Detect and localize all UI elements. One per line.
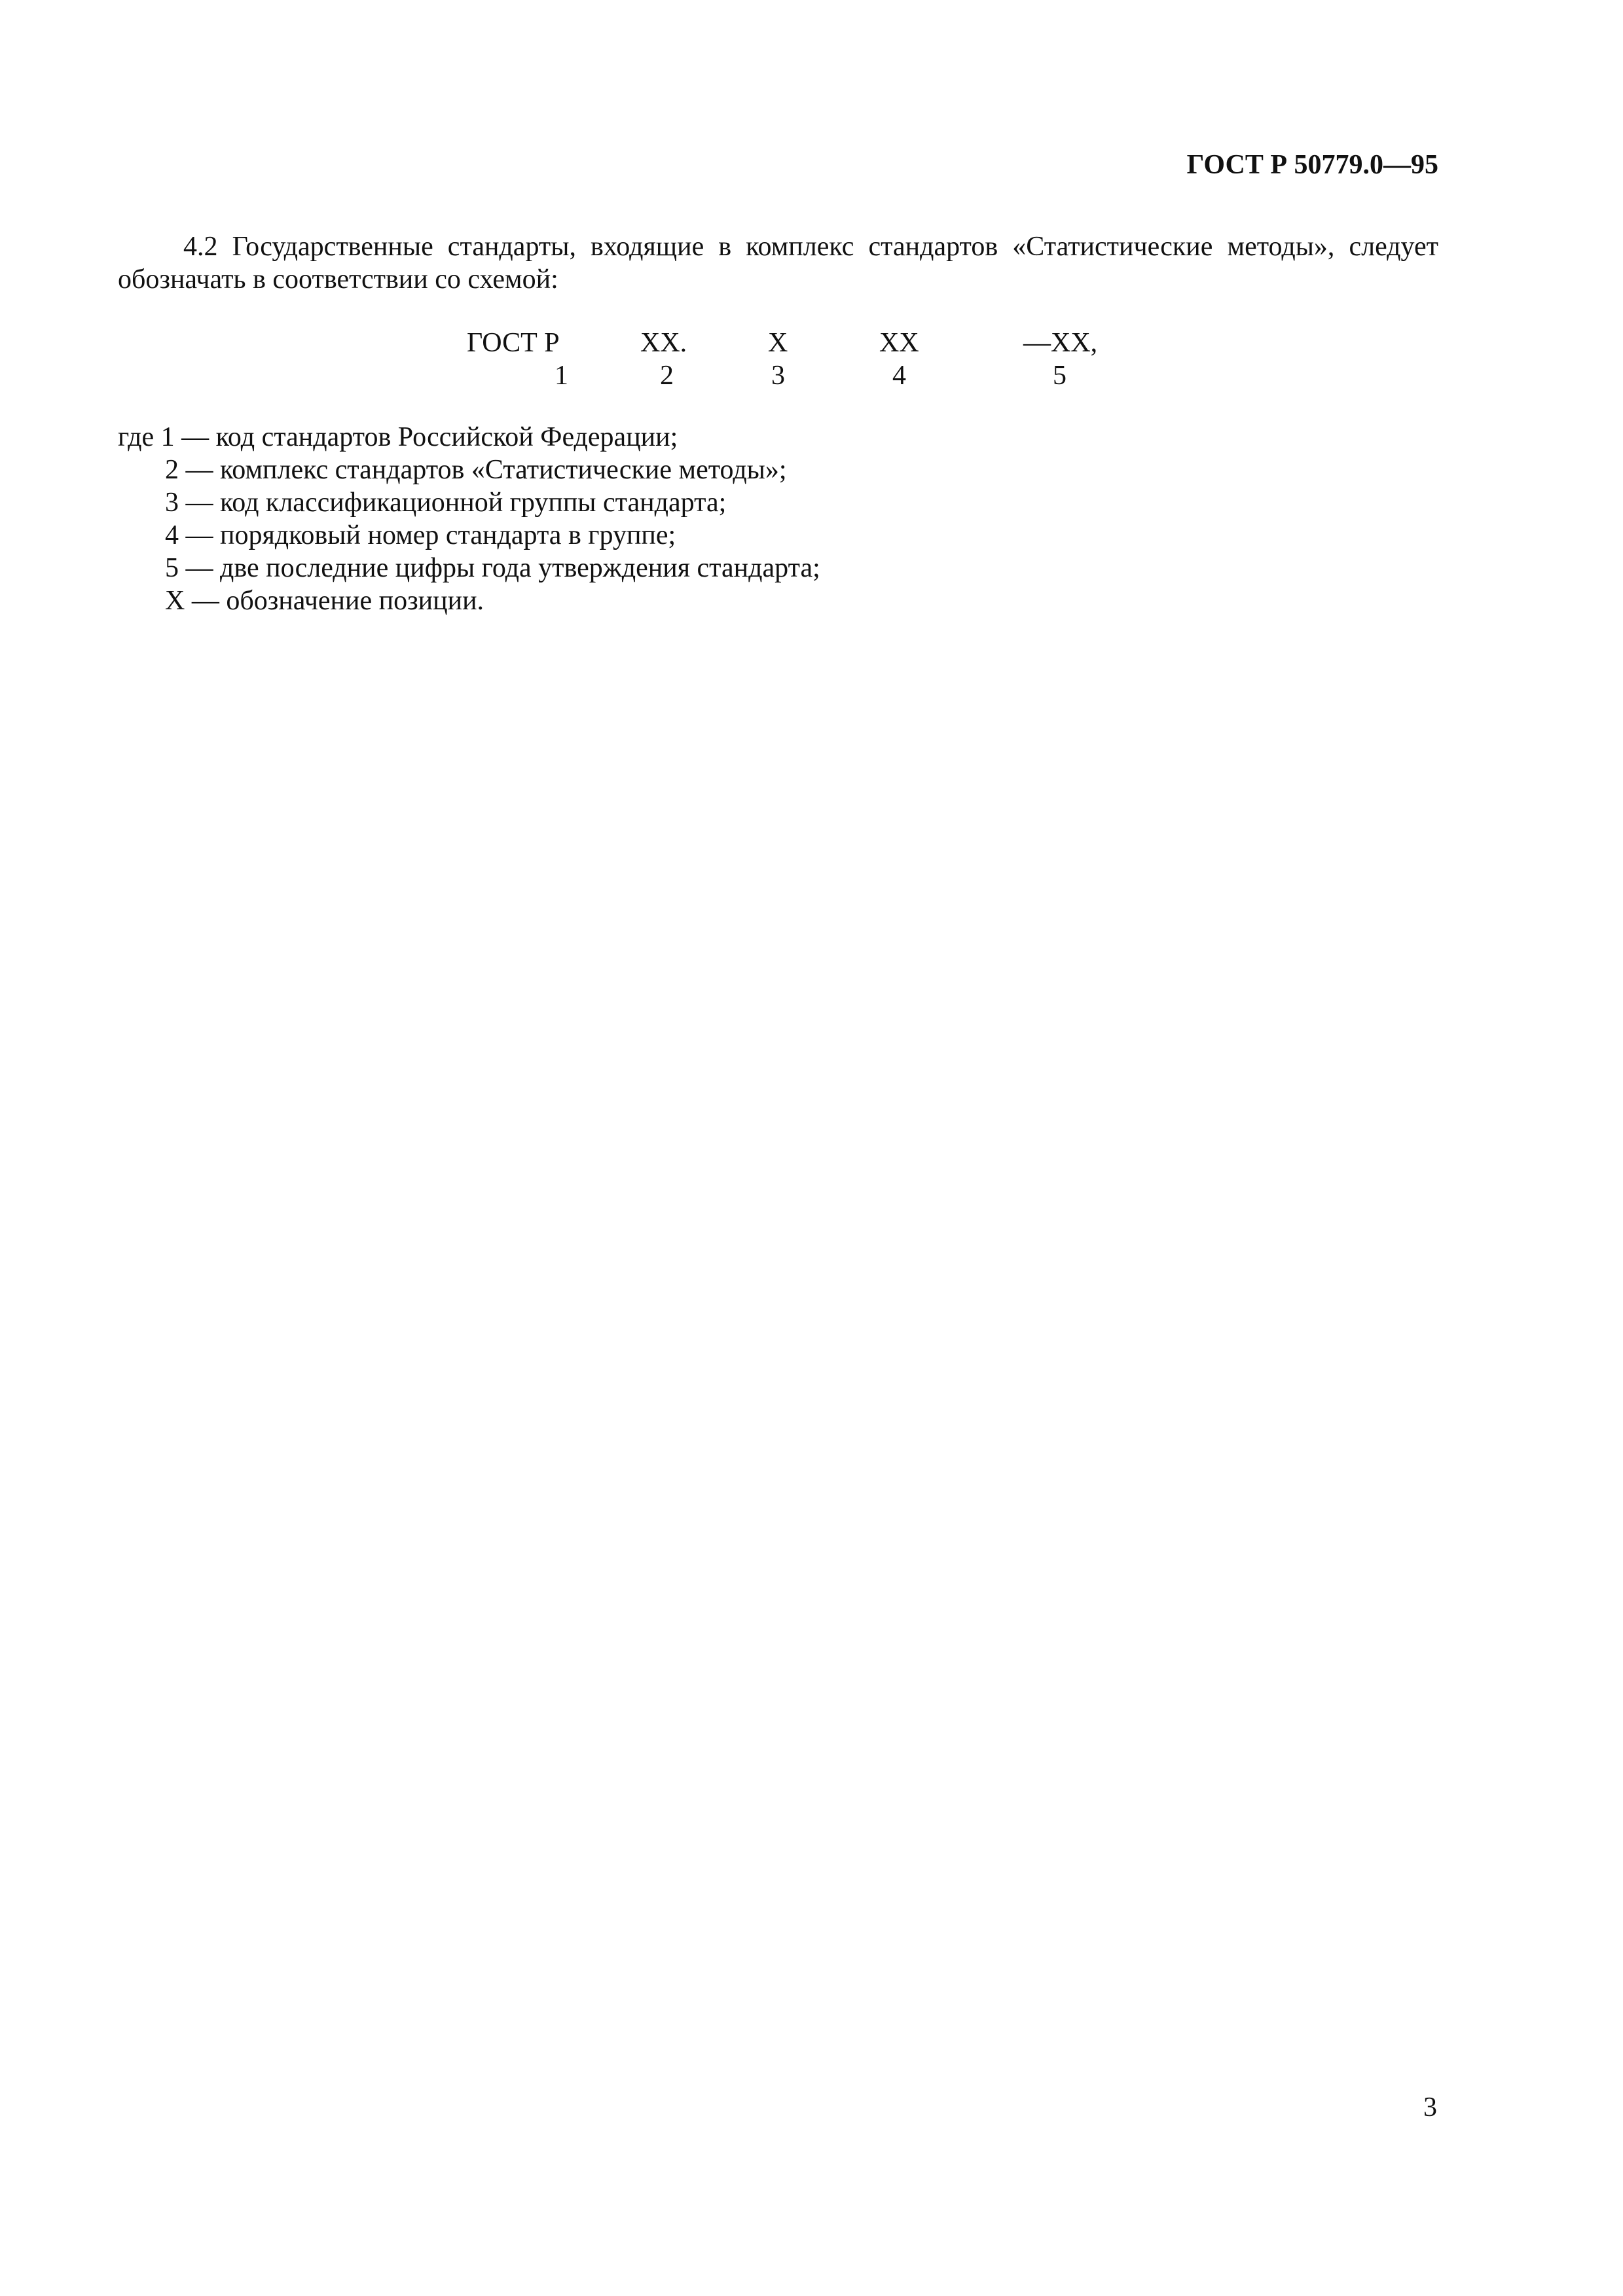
scheme-part-1: ГОСТ Р [467, 328, 560, 358]
scheme-part-5: —XX, [1023, 328, 1098, 358]
scheme-legend [118, 421, 820, 617]
legend-item: 4 — порядковый номер стандарта в группе; [165, 520, 676, 550]
scheme-part-4: XX [879, 328, 919, 358]
legend-item: 3 — код классификационной группы стандарта; [165, 488, 727, 518]
clause-4-2-paragraph: 4.2 Государственные стандарты, входящие в комплекс стандартов «Статистические методы», следует обозначать в соответствии со схемой: [118, 232, 1438, 295]
legend-item: где 1 — код стандартов Российской Федерации; [118, 422, 678, 452]
designation-scheme [0, 327, 1623, 399]
scheme-number-5: 5 [1053, 361, 1067, 391]
scheme-number-1: 1 [555, 361, 568, 391]
scheme-number-3: 3 [771, 361, 785, 391]
page-number: 3 [1423, 2092, 1437, 2123]
legend-item: 2 — комплекс стандартов «Статистические методы»; [165, 455, 787, 485]
scheme-part-3: X [768, 328, 788, 358]
scheme-part-2: XX. [640, 328, 687, 358]
scheme-number-2: 2 [660, 361, 674, 391]
scheme-number-4: 4 [892, 361, 906, 391]
legend-item: 5 — две последние цифры года утверждения стандарта; [165, 553, 820, 583]
legend-item: X — обозначение позиции. [165, 586, 484, 616]
document-code-header: ГОСТ Р 50779.0—95 [1186, 150, 1438, 180]
